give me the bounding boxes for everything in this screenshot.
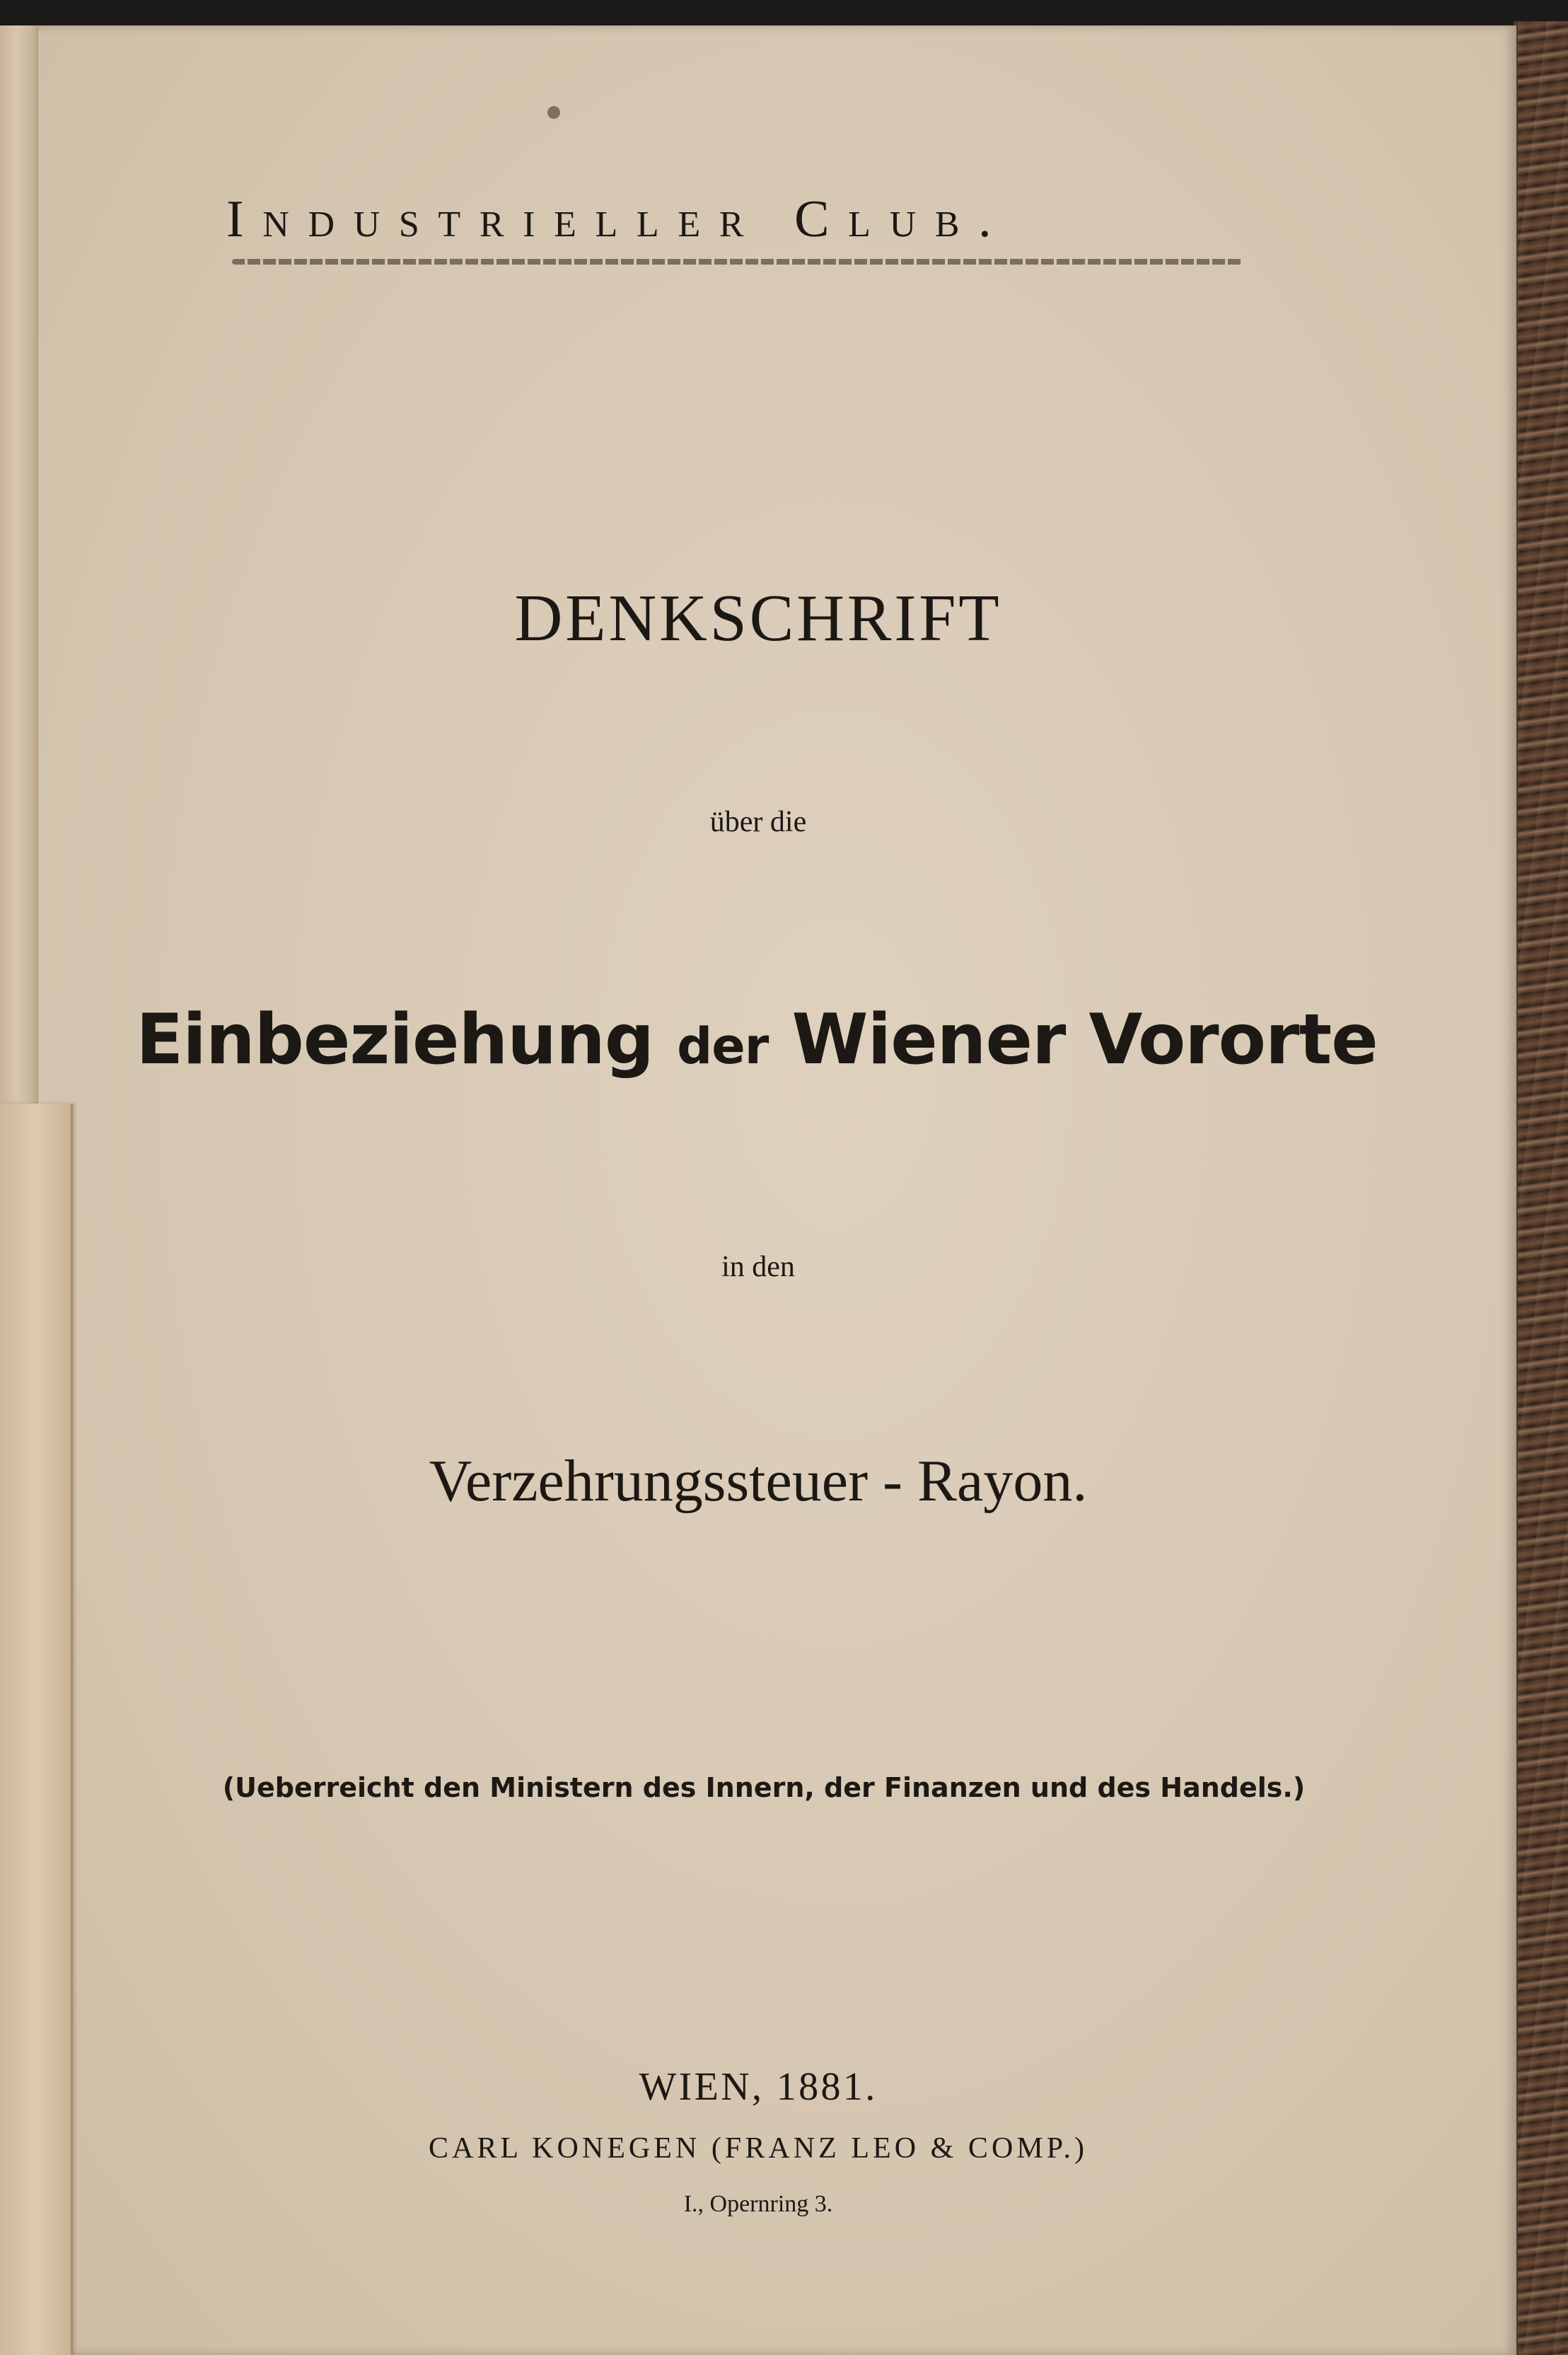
torn-page-edge [0,1104,73,2355]
connector-ueber-die: über die [709,806,807,838]
document-title: DENKSCHRIFT [514,581,1002,655]
connector-in-den: in den [721,1251,795,1283]
club-name: Industrieller Club. [226,190,1011,248]
header-rule [232,259,1243,265]
main-title-part-3: Wiener Vororte [791,1000,1378,1080]
title-page [0,25,1516,2355]
imprint-address: I., Opernring 3. [683,2191,833,2217]
ink-speck [547,106,560,119]
imprint-publisher: CARL KONEGEN (FRANZ LEO & COMP.) [428,2132,1088,2165]
main-title-part-2: der [677,1017,769,1075]
book-edge [1514,21,1568,2355]
presentation-note: (Ueberreicht den Ministern des Innern, der Finanzen und des Handels.) [222,1772,1306,1803]
main-title [92,1000,1422,1080]
imprint-city-year: WIEN, 1881. [639,2065,878,2109]
subtitle: Verzehrungssteuer - Rayon. [429,1448,1088,1514]
main-title-part-1: Einbeziehung [136,1000,654,1080]
